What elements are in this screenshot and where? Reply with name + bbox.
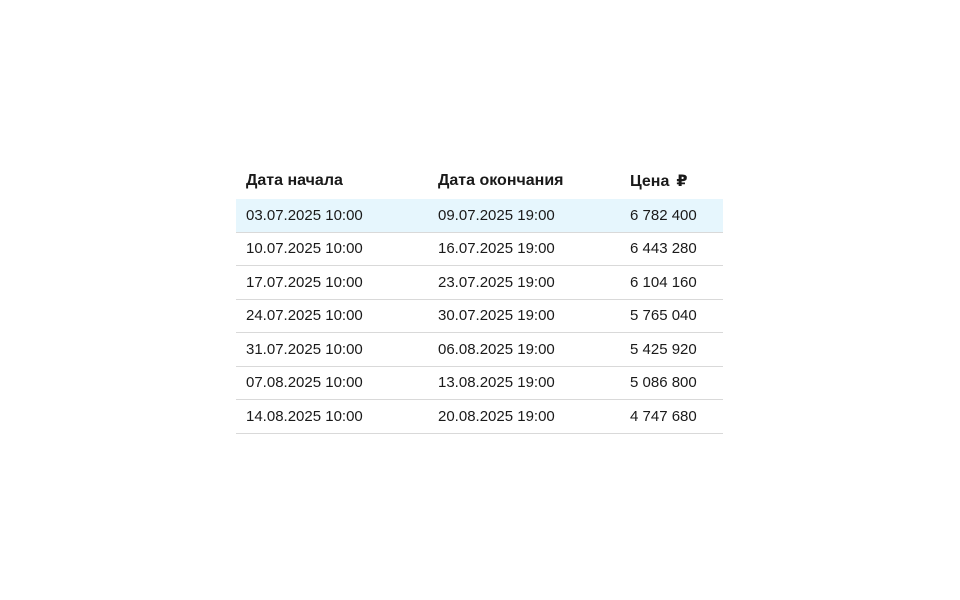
cell-end-date: 06.08.2025 19:00 xyxy=(428,333,620,367)
cell-price: 6 782 400 xyxy=(620,199,723,232)
table-row[interactable] xyxy=(236,299,723,333)
table-row[interactable] xyxy=(236,266,723,300)
cell-start-date: 10.07.2025 10:00 xyxy=(236,232,428,266)
cell-start-date: 14.08.2025 10:00 xyxy=(236,400,428,434)
cell-price: 5 765 040 xyxy=(620,299,723,333)
cell-price: 4 747 680 xyxy=(620,400,723,434)
table-row[interactable] xyxy=(236,400,723,434)
cell-start-date: 03.07.2025 10:00 xyxy=(236,199,428,232)
table-body xyxy=(236,199,723,433)
table-row[interactable] xyxy=(236,333,723,367)
table-row[interactable] xyxy=(236,366,723,400)
cell-start-date: 31.07.2025 10:00 xyxy=(236,333,428,367)
cell-price: 5 086 800 xyxy=(620,366,723,400)
column-header-end-date: Дата окончания xyxy=(438,171,564,189)
cell-start-date: 07.08.2025 10:00 xyxy=(236,366,428,400)
cell-end-date: 23.07.2025 19:00 xyxy=(428,266,620,300)
cell-price: 6 104 160 xyxy=(620,266,723,300)
cell-start-date: 24.07.2025 10:00 xyxy=(236,299,428,333)
column-header-price xyxy=(620,162,723,199)
cell-price: 5 425 920 xyxy=(620,333,723,367)
price-header-label: Цена xyxy=(630,172,670,190)
cell-end-date: 30.07.2025 19:00 xyxy=(428,299,620,333)
table-row[interactable] xyxy=(236,232,723,266)
ruble-sign: ₽ xyxy=(676,172,688,190)
cell-end-date: 09.07.2025 19:00 xyxy=(428,199,620,232)
cell-end-date: 20.08.2025 19:00 xyxy=(428,400,620,434)
cell-start-date: 17.07.2025 10:00 xyxy=(236,266,428,300)
cell-end-date: 13.08.2025 19:00 xyxy=(428,366,620,400)
cell-price: 6 443 280 xyxy=(620,232,723,266)
table-row[interactable] xyxy=(236,199,723,232)
table-header xyxy=(236,162,723,199)
column-header-start-date: Дата начала xyxy=(246,171,343,189)
header-row xyxy=(236,162,723,199)
price-schedule-table xyxy=(236,162,723,434)
cell-end-date: 16.07.2025 19:00 xyxy=(428,232,620,266)
